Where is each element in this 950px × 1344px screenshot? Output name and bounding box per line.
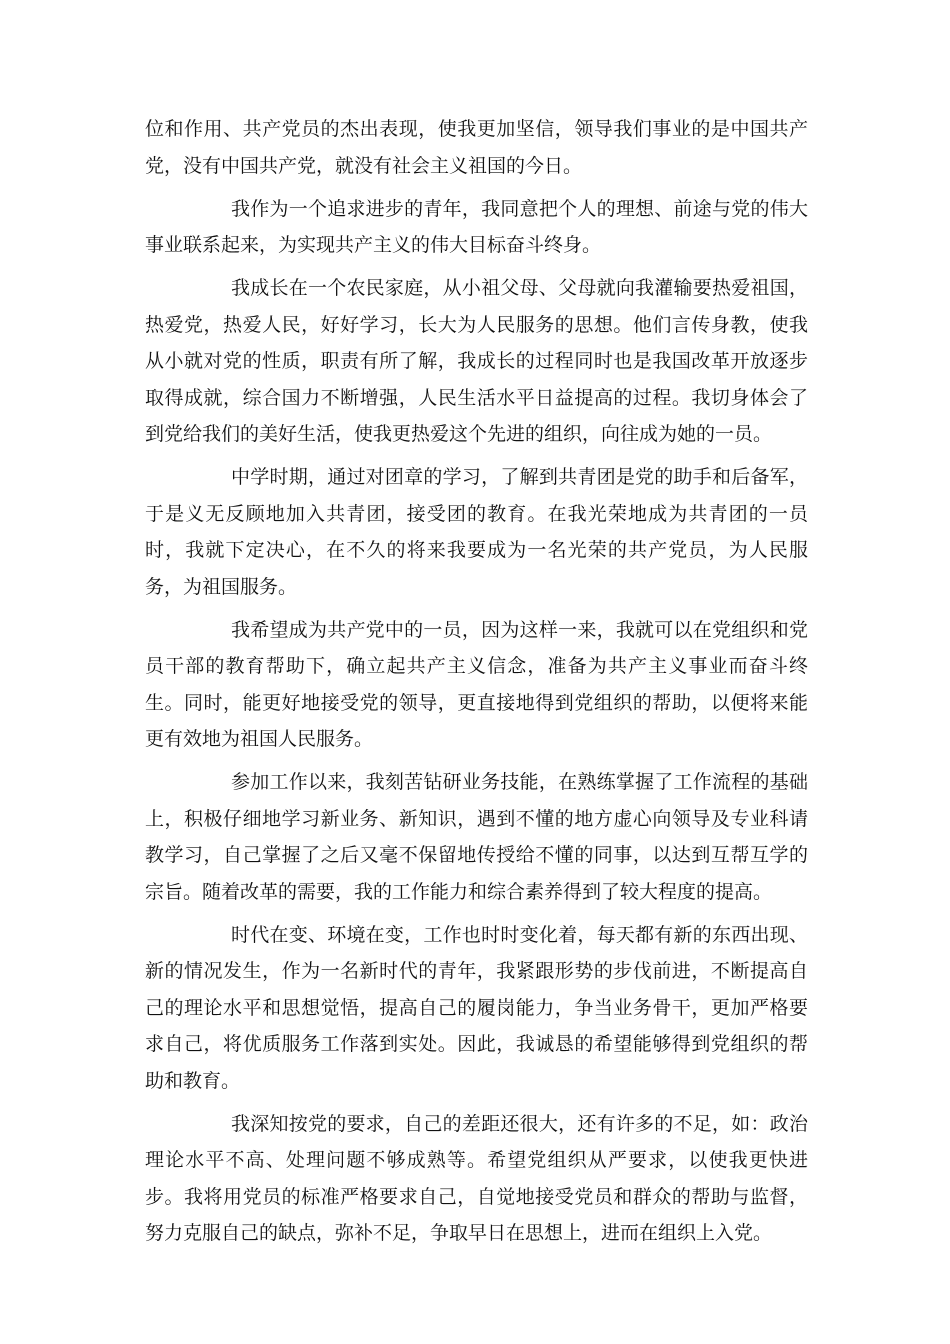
paragraph: 时代在变、环境在变，工作也时时变化着，每天都有新的东西出现、新的情况发生，作为一名新时代的青年，我紧跟形势的步伐前进，不断提高自己的理论水平和思想觉悟，提高自己的履岗能力，争当业务骨干，更加严格要求自己，将优质服务工作落到实处。因此，我诚恳的希望能够得到党组织的帮助和教育。: [145, 923, 808, 1092]
paragraph: 参加工作以来，我刻苦钻研业务技能，在熟练掌握了工作流程的基础上，积极仔细地学习新业务、新知识，遇到不懂的地方虚心向领导及专业科请教学习，自己掌握了之后又毫不保留地传授给不懂的同事，以达到互帮互学的宗旨。随着改革的需要，我的工作能力和综合素养得到了较大程度的提高。: [145, 771, 808, 903]
paragraph: 我成长在一个农民家庭，从小祖父母、父母就向我灌输要热爱祖国，热爱党，热爱人民，好好学习，长大为人民服务的思想。他们言传身教，使我从小就对党的性质，职责有所了解，我成长的过程同时也是我国改革开放逐步取得成就，综合国力不断增强，人民生活水平日益提高的过程。我切身体会了到党给我们的美好生活，使我更热爱这个先进的组织，向往成为她的一员。: [145, 277, 808, 445]
paragraph: 中学时期，通过对团章的学习，了解到共青团是党的助手和后备军，于是义无反顾地加入共青团，接受团的教育。在我光荣地成为共青团的一员时，我就下定决心，在不久的将来我要成为一名光荣的共产党员，为人民服务，为祖国服务。: [145, 466, 808, 598]
paragraph: 我深知按党的要求，自己的差距还很大，还有许多的不足，如：政治理论水平不高、处理问题不够成熟等。希望党组织从严要求，以使我更快进步。我将用党员的标准严格要求自己，自觉地接受党员和群众的帮助与监督，努力克服自己的缺点，弥补不足，争取早日在思想上，进而在组织上入党。: [145, 1112, 808, 1244]
document-body: [145, 111, 808, 1258]
paragraph-continuation: 位和作用、共产党员的杰出表现，使我更加坚信，领导我们事业的是中国共产党，没有中国共产党，就没有社会主义祖国的今日。: [145, 118, 808, 177]
paragraph: 我希望成为共产党中的一员，因为这样一来，我就可以在党组织和党员干部的教育帮助下，确立起共产主义信念，准备为共产主义事业而奋斗终生。同时，能更好地接受党的领导，更直接地得到党组织的帮助，以便将来能更有效地为祖国人民服务。: [145, 618, 808, 750]
paragraph: 我作为一个追求进步的青年，我同意把个人的理想、前途与党的伟大事业联系起来，为实现共产主义的伟大目标奋斗终身。: [145, 197, 808, 256]
